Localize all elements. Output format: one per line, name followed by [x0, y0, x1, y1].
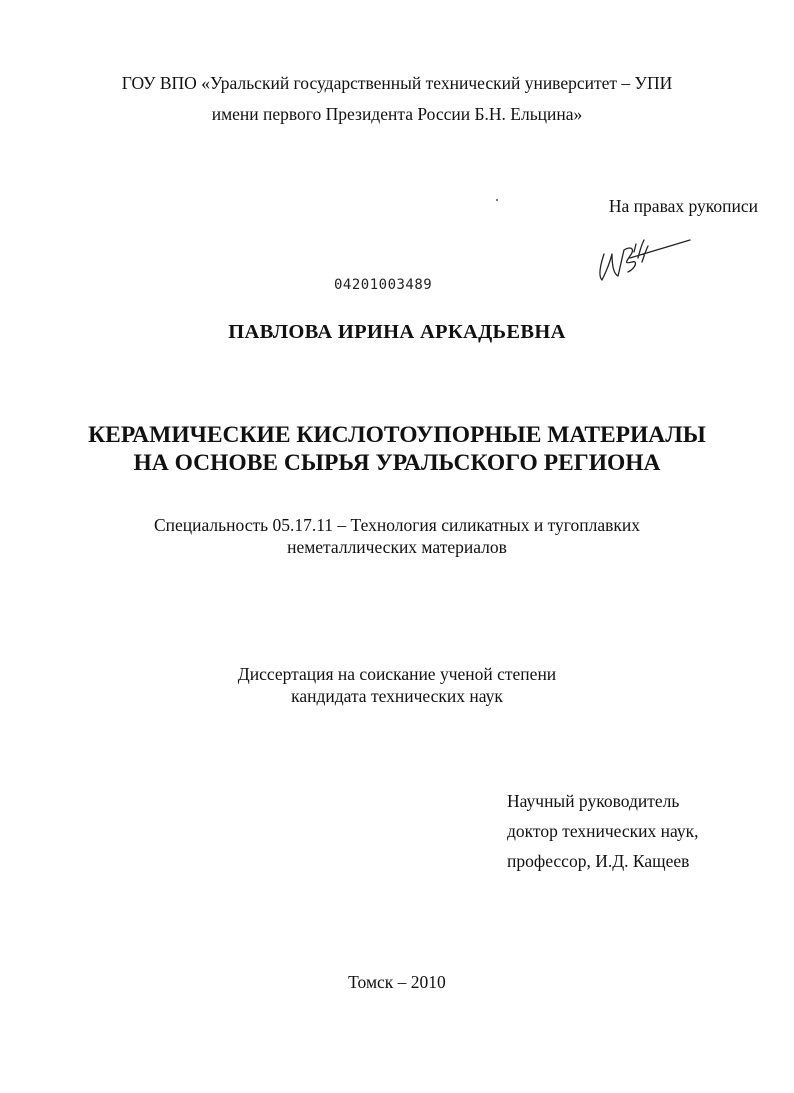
degree-line-2: кандидата технических наук — [291, 686, 503, 706]
signature-mark — [590, 232, 700, 292]
scan-speck — [496, 199, 498, 201]
degree-statement — [0, 663, 794, 707]
supervisor-line-2: доктор технических наук, — [507, 821, 699, 841]
city-year: Томск – 2010 — [348, 972, 446, 992]
dissertation-title — [0, 421, 794, 477]
supervisor-block — [507, 786, 699, 876]
author-name: ПАВЛОВА ИРИНА АРКАДЬЕВНА — [228, 321, 566, 343]
title-line-1: КЕРАМИЧЕСКИЕ КИСЛОТОУПОРНЫЕ МАТЕРИАЛЫ — [88, 422, 706, 448]
title-line-2: НА ОСНОВЕ СЫРЬЯ УРАЛЬСКОГО РЕГИОНА — [133, 450, 661, 476]
registration-number: 04201003489 — [334, 277, 433, 293]
specialty-line-2: неметаллических материалов — [287, 537, 507, 557]
degree-line-1: Диссертация на соискание ученой степени — [237, 664, 557, 684]
institution-line-2: имени первого Президента России Б.Н. Ельцина» — [211, 104, 583, 124]
rights-note: На правах рукописи — [608, 196, 758, 216]
specialty — [0, 514, 794, 558]
specialty-line-1: Специальность 05.17.11 – Технология силикатных и тугоплавких — [153, 515, 641, 535]
institution-line-1: ГОУ ВПО «Уральский государственный технический университет – УПИ — [121, 73, 673, 93]
supervisor-line-1: Научный руководитель — [507, 791, 680, 811]
supervisor-line-3: профессор, И.Д. Кащеев — [507, 851, 690, 871]
